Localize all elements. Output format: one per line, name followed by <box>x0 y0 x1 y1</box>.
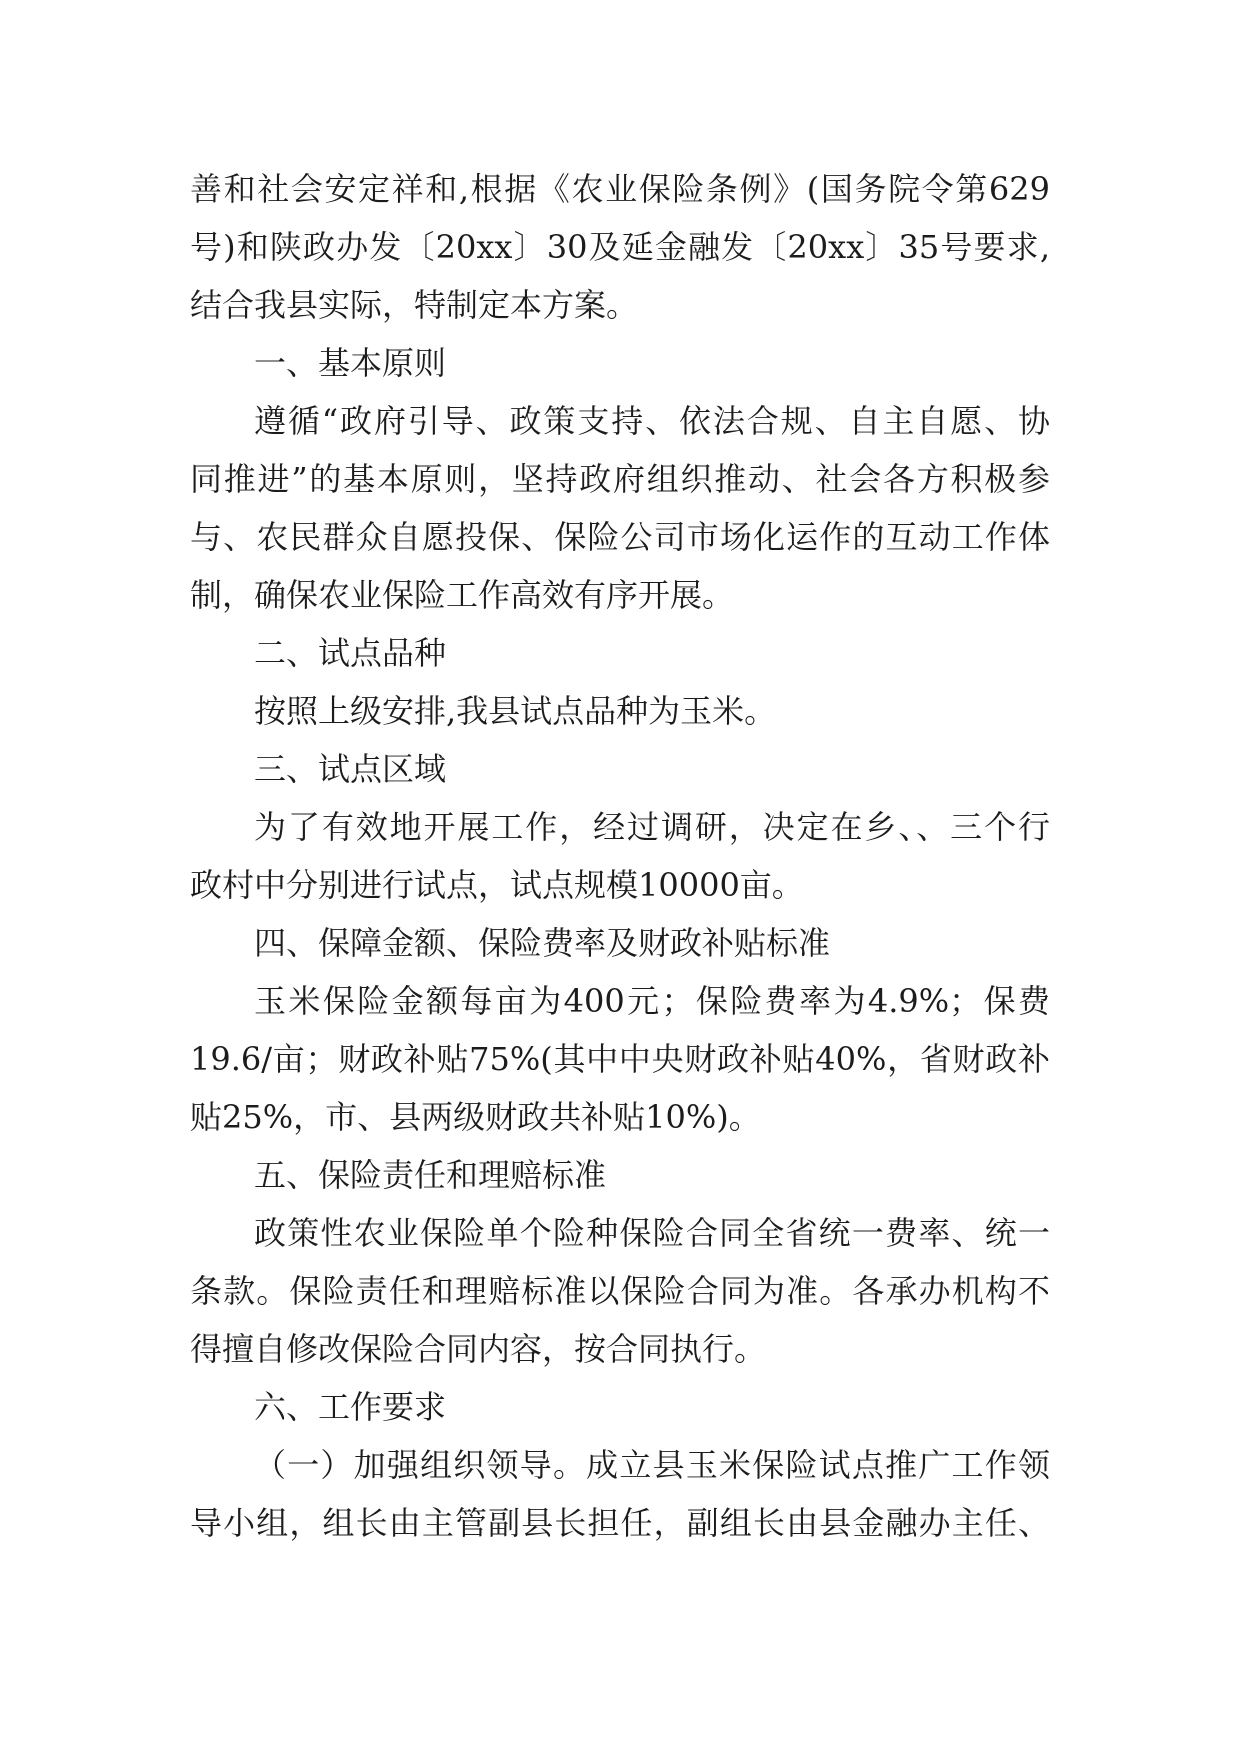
text-line: （一）加强组织领导。成立县玉米保险试点推广工作领 <box>254 1446 1050 1484</box>
text-line: 号)和陕政办发〔20xx〕30及延金融发〔20xx〕35号要求, <box>190 228 1050 266</box>
text-line: 与、农民群众自愿投保、保险公司市场化运作的互动工作体 <box>190 518 1050 556</box>
text-line: 同推进”的基本原则，坚持政府组织推动、社会各方积极参 <box>190 460 1050 498</box>
section-heading: 一、基本原则 <box>254 344 447 382</box>
text-line: 贴25%，市、县两级财政共补贴10%)。 <box>190 1098 761 1136</box>
text-line: 19.6/亩；财政补贴75%(其中中央财政补贴40%，省财政补 <box>190 1040 1050 1078</box>
text-line: 得擅自修改保险合同内容，按合同执行。 <box>190 1330 767 1368</box>
section-heading: 二、试点品种 <box>254 634 447 672</box>
section-heading: 三、试点区域 <box>254 750 447 788</box>
text-line: 按照上级安排,我县试点品种为玉米。 <box>254 692 777 730</box>
text-line: 制，确保农业保险工作高效有序开展。 <box>190 576 735 614</box>
text-line: 导小组，组长由主管副县长担任，副组长由县金融办主任、 <box>190 1504 1050 1542</box>
document-body <box>190 160 1050 1552</box>
text-line: 玉米保险金额每亩为400元；保险费率为4.9%；保费 <box>254 982 1050 1020</box>
text-line: 政村中分别进行试点，试点规模10000亩。 <box>190 866 804 904</box>
section-heading: 五、保险责任和理赔标准 <box>254 1156 607 1194</box>
text-line: 条款。保险责任和理赔标准以保险合同为准。各承办机构不 <box>190 1272 1050 1310</box>
section-heading: 四、保障金额、保险费率及财政补贴标准 <box>254 924 831 962</box>
text-line: 政策性农业保险单个险种保险合同全省统一费率、统一 <box>254 1214 1050 1252</box>
text-line: 遵循“政府引导、政策支持、依法合规、自主自愿、协 <box>254 402 1050 440</box>
section-heading: 六、工作要求 <box>254 1388 447 1426</box>
text-line: 善和社会安定祥和,根据《农业保险条例》(国务院令第629 <box>190 170 1050 208</box>
text-line: 为了有效地开展工作，经过调研，决定在乡、、三个行 <box>254 808 1050 846</box>
text-line: 结合我县实际，特制定本方案。 <box>190 286 639 324</box>
